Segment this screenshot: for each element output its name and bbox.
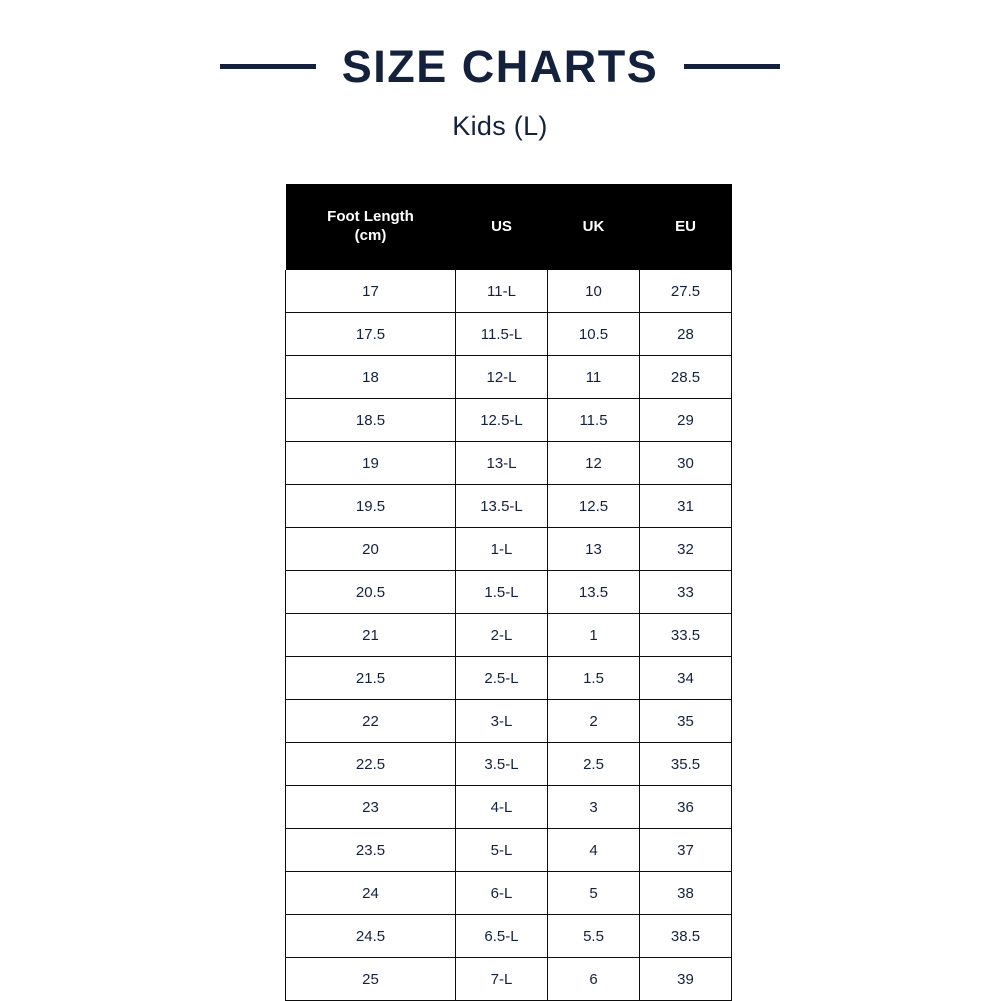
table-row: [286, 872, 732, 915]
column-header-foot-length: [286, 184, 456, 270]
cell-foot-length: 23.5: [286, 829, 456, 872]
cell-foot-length: 17.5: [286, 313, 456, 356]
title-rule-right: [684, 64, 780, 69]
cell-uk: 5.5: [548, 915, 640, 958]
table-row: [286, 657, 732, 700]
cell-uk: 11: [548, 356, 640, 399]
cell-uk: 4: [548, 829, 640, 872]
cell-uk: 10: [548, 270, 640, 313]
cell-eu: 38.5: [640, 915, 732, 958]
cell-foot-length: 18: [286, 356, 456, 399]
size-table-body: [286, 270, 732, 1001]
table-header-row: [286, 184, 732, 270]
cell-us: 11-L: [456, 270, 548, 313]
table-row: [286, 485, 732, 528]
table-row: [286, 399, 732, 442]
chart-subtitle: Kids (L): [452, 111, 548, 141]
cell-eu: 28.5: [640, 356, 732, 399]
cell-uk: 1.5: [548, 657, 640, 700]
cell-eu: 31: [640, 485, 732, 528]
cell-eu: 37: [640, 829, 732, 872]
size-table-wrapper: [285, 184, 715, 1001]
cell-eu: 30: [640, 442, 732, 485]
table-row: [286, 571, 732, 614]
cell-us: 2.5-L: [456, 657, 548, 700]
title-rule-left: [220, 64, 316, 69]
table-row: [286, 786, 732, 829]
title-row: [0, 41, 1000, 92]
column-header-eu: EU: [640, 184, 732, 270]
cell-us: 13.5-L: [456, 485, 548, 528]
cell-us: 3-L: [456, 700, 548, 743]
cell-eu: 32: [640, 528, 732, 571]
cell-foot-length: 19.5: [286, 485, 456, 528]
column-header-us: US: [456, 184, 548, 270]
cell-uk: 13: [548, 528, 640, 571]
cell-us: 6-L: [456, 872, 548, 915]
cell-foot-length: 24.5: [286, 915, 456, 958]
cell-us: 2-L: [456, 614, 548, 657]
cell-eu: 28: [640, 313, 732, 356]
cell-foot-length: 21.5: [286, 657, 456, 700]
cell-eu: 39: [640, 958, 732, 1001]
cell-eu: 27.5: [640, 270, 732, 313]
cell-foot-length: 18.5: [286, 399, 456, 442]
table-row: [286, 829, 732, 872]
cell-foot-length: 22.5: [286, 743, 456, 786]
cell-uk: 2.5: [548, 743, 640, 786]
cell-eu: 35: [640, 700, 732, 743]
cell-foot-length: 20: [286, 528, 456, 571]
cell-foot-length: 23: [286, 786, 456, 829]
column-header-uk: UK: [548, 184, 640, 270]
table-row: [286, 270, 732, 313]
cell-uk: 10.5: [548, 313, 640, 356]
cell-eu: 38: [640, 872, 732, 915]
cell-eu: 34: [640, 657, 732, 700]
cell-us: 13-L: [456, 442, 548, 485]
cell-uk: 1: [548, 614, 640, 657]
cell-us: 11.5-L: [456, 313, 548, 356]
cell-uk: 12.5: [548, 485, 640, 528]
cell-uk: 2: [548, 700, 640, 743]
size-table-head: [286, 184, 732, 270]
cell-foot-length: 17: [286, 270, 456, 313]
cell-uk: 13.5: [548, 571, 640, 614]
cell-foot-length: 24: [286, 872, 456, 915]
table-row: [286, 442, 732, 485]
table-row: [286, 915, 732, 958]
table-row: [286, 743, 732, 786]
table-row: [286, 614, 732, 657]
cell-uk: 3: [548, 786, 640, 829]
cell-us: 6.5-L: [456, 915, 548, 958]
cell-us: 12-L: [456, 356, 548, 399]
column-header-foot-length-line1: Foot Length: [327, 208, 414, 226]
cell-foot-length: 25: [286, 958, 456, 1001]
cell-uk: 11.5: [548, 399, 640, 442]
cell-eu: 35.5: [640, 743, 732, 786]
cell-uk: 6: [548, 958, 640, 1001]
cell-eu: 29: [640, 399, 732, 442]
cell-foot-length: 20.5: [286, 571, 456, 614]
cell-eu: 33.5: [640, 614, 732, 657]
cell-us: 1-L: [456, 528, 548, 571]
table-row: [286, 528, 732, 571]
table-row: [286, 313, 732, 356]
cell-foot-length: 21: [286, 614, 456, 657]
cell-us: 3.5-L: [456, 743, 548, 786]
cell-eu: 36: [640, 786, 732, 829]
cell-us: 5-L: [456, 829, 548, 872]
cell-us: 1.5-L: [456, 571, 548, 614]
table-row: [286, 356, 732, 399]
table-row: [286, 700, 732, 743]
table-row: [286, 958, 732, 1001]
size-table: [285, 184, 732, 1001]
cell-foot-length: 19: [286, 442, 456, 485]
cell-uk: 12: [548, 442, 640, 485]
cell-us: 4-L: [456, 786, 548, 829]
page-title: SIZE CHARTS: [341, 41, 659, 92]
cell-eu: 33: [640, 571, 732, 614]
cell-uk: 5: [548, 872, 640, 915]
cell-foot-length: 22: [286, 700, 456, 743]
cell-us: 7-L: [456, 958, 548, 1001]
cell-us: 12.5-L: [456, 399, 548, 442]
column-header-foot-length-line2: (cm): [354, 227, 387, 244]
